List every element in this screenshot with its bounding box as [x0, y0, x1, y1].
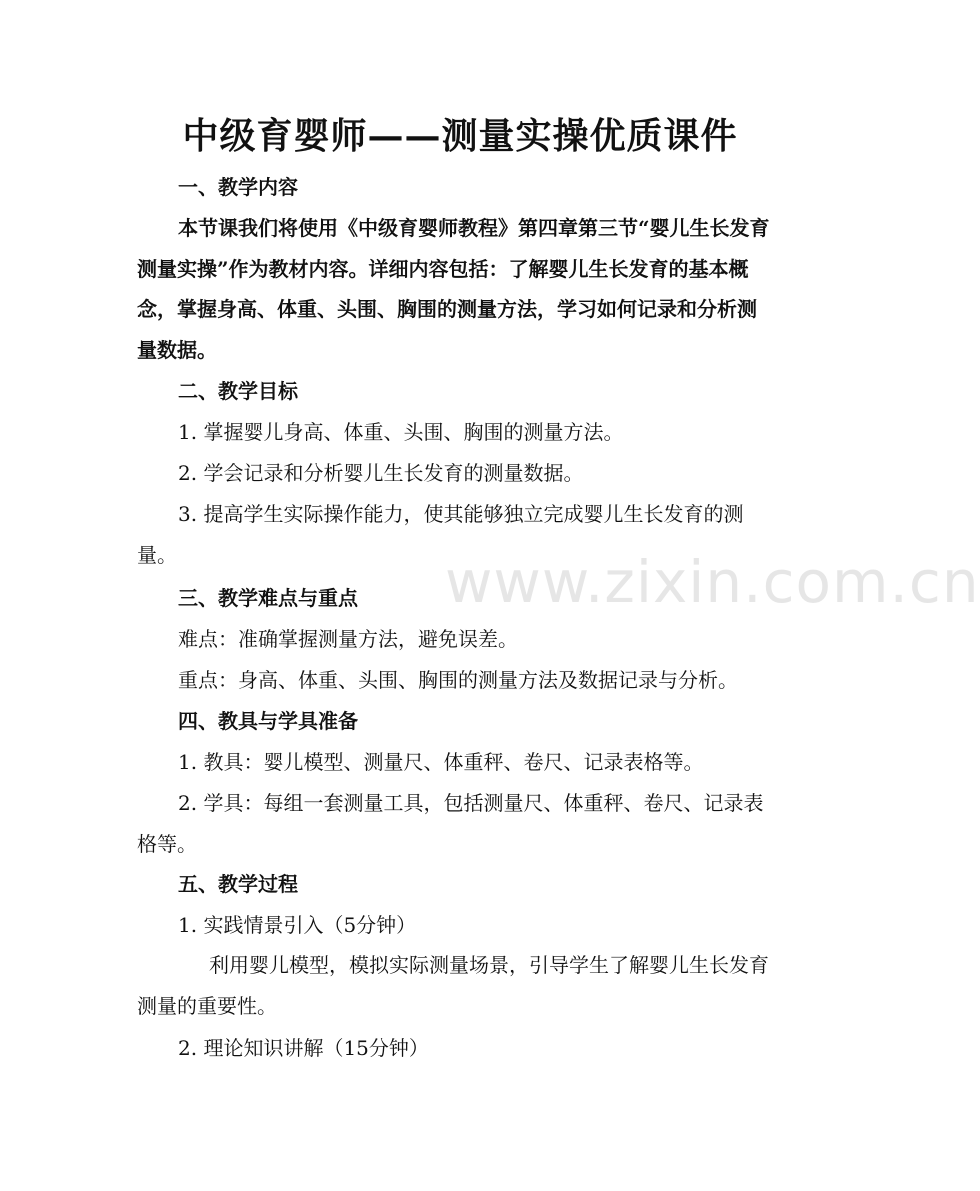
- process-step-2-title: 2. 理论知识讲解（15分钟）: [178, 1036, 429, 1060]
- teaching-content-paragraph: 本节课我们将使用《中级育婴师教程》第四章第三节“婴儿生长发育测量实操”作为教材内容。详细内容包括：了解婴儿生长发育的基本概念，掌握身高、体重、头围、胸围的测量方法，学习如何记录和分析测量数据。: [137, 216, 770, 362]
- process-step-1-title: 1. 实践情景引入（5分钟）: [178, 913, 417, 937]
- site-watermark: www.zixin.com.cn: [445, 548, 980, 616]
- document-title: 中级育婴师——测量实操优质课件: [182, 115, 738, 157]
- section-heading-teaching-content: 一、教学内容: [178, 175, 298, 199]
- tools-item-2: 2. 学具：每组一套测量工具，包括测量尺、体重秤、卷尺、记录表格等。: [137, 791, 764, 856]
- key-point-text: 重点：身高、体重、头围、胸围的测量方法及数据记录与分析。: [178, 668, 738, 692]
- difficulty-text: 难点：准确掌握测量方法，避免误差。: [178, 627, 518, 651]
- goal-item-2: 2. 学会记录和分析婴儿生长发育的测量数据。: [178, 461, 584, 485]
- section-heading-teaching-process: 五、教学过程: [178, 872, 298, 896]
- goal-item-1: 1. 掌握婴儿身高、体重、头围、胸围的测量方法。: [178, 420, 624, 444]
- section-heading-tools: 四、教具与学具准备: [178, 709, 358, 733]
- tools-item-1: 1. 教具：婴儿模型、测量尺、体重秤、卷尺、记录表格等。: [178, 750, 704, 774]
- process-step-1-text: 利用婴儿模型，模拟实际测量场景，引导学生了解婴儿生长发育测量的重要性。: [137, 953, 769, 1018]
- section-heading-difficulty-key: 三、教学难点与重点: [178, 586, 358, 610]
- section-heading-teaching-goals: 二、教学目标: [178, 379, 298, 403]
- goal-item-3: 3. 提高学生实际操作能力，使其能够独立完成婴儿生长发育的测量。: [137, 502, 744, 567]
